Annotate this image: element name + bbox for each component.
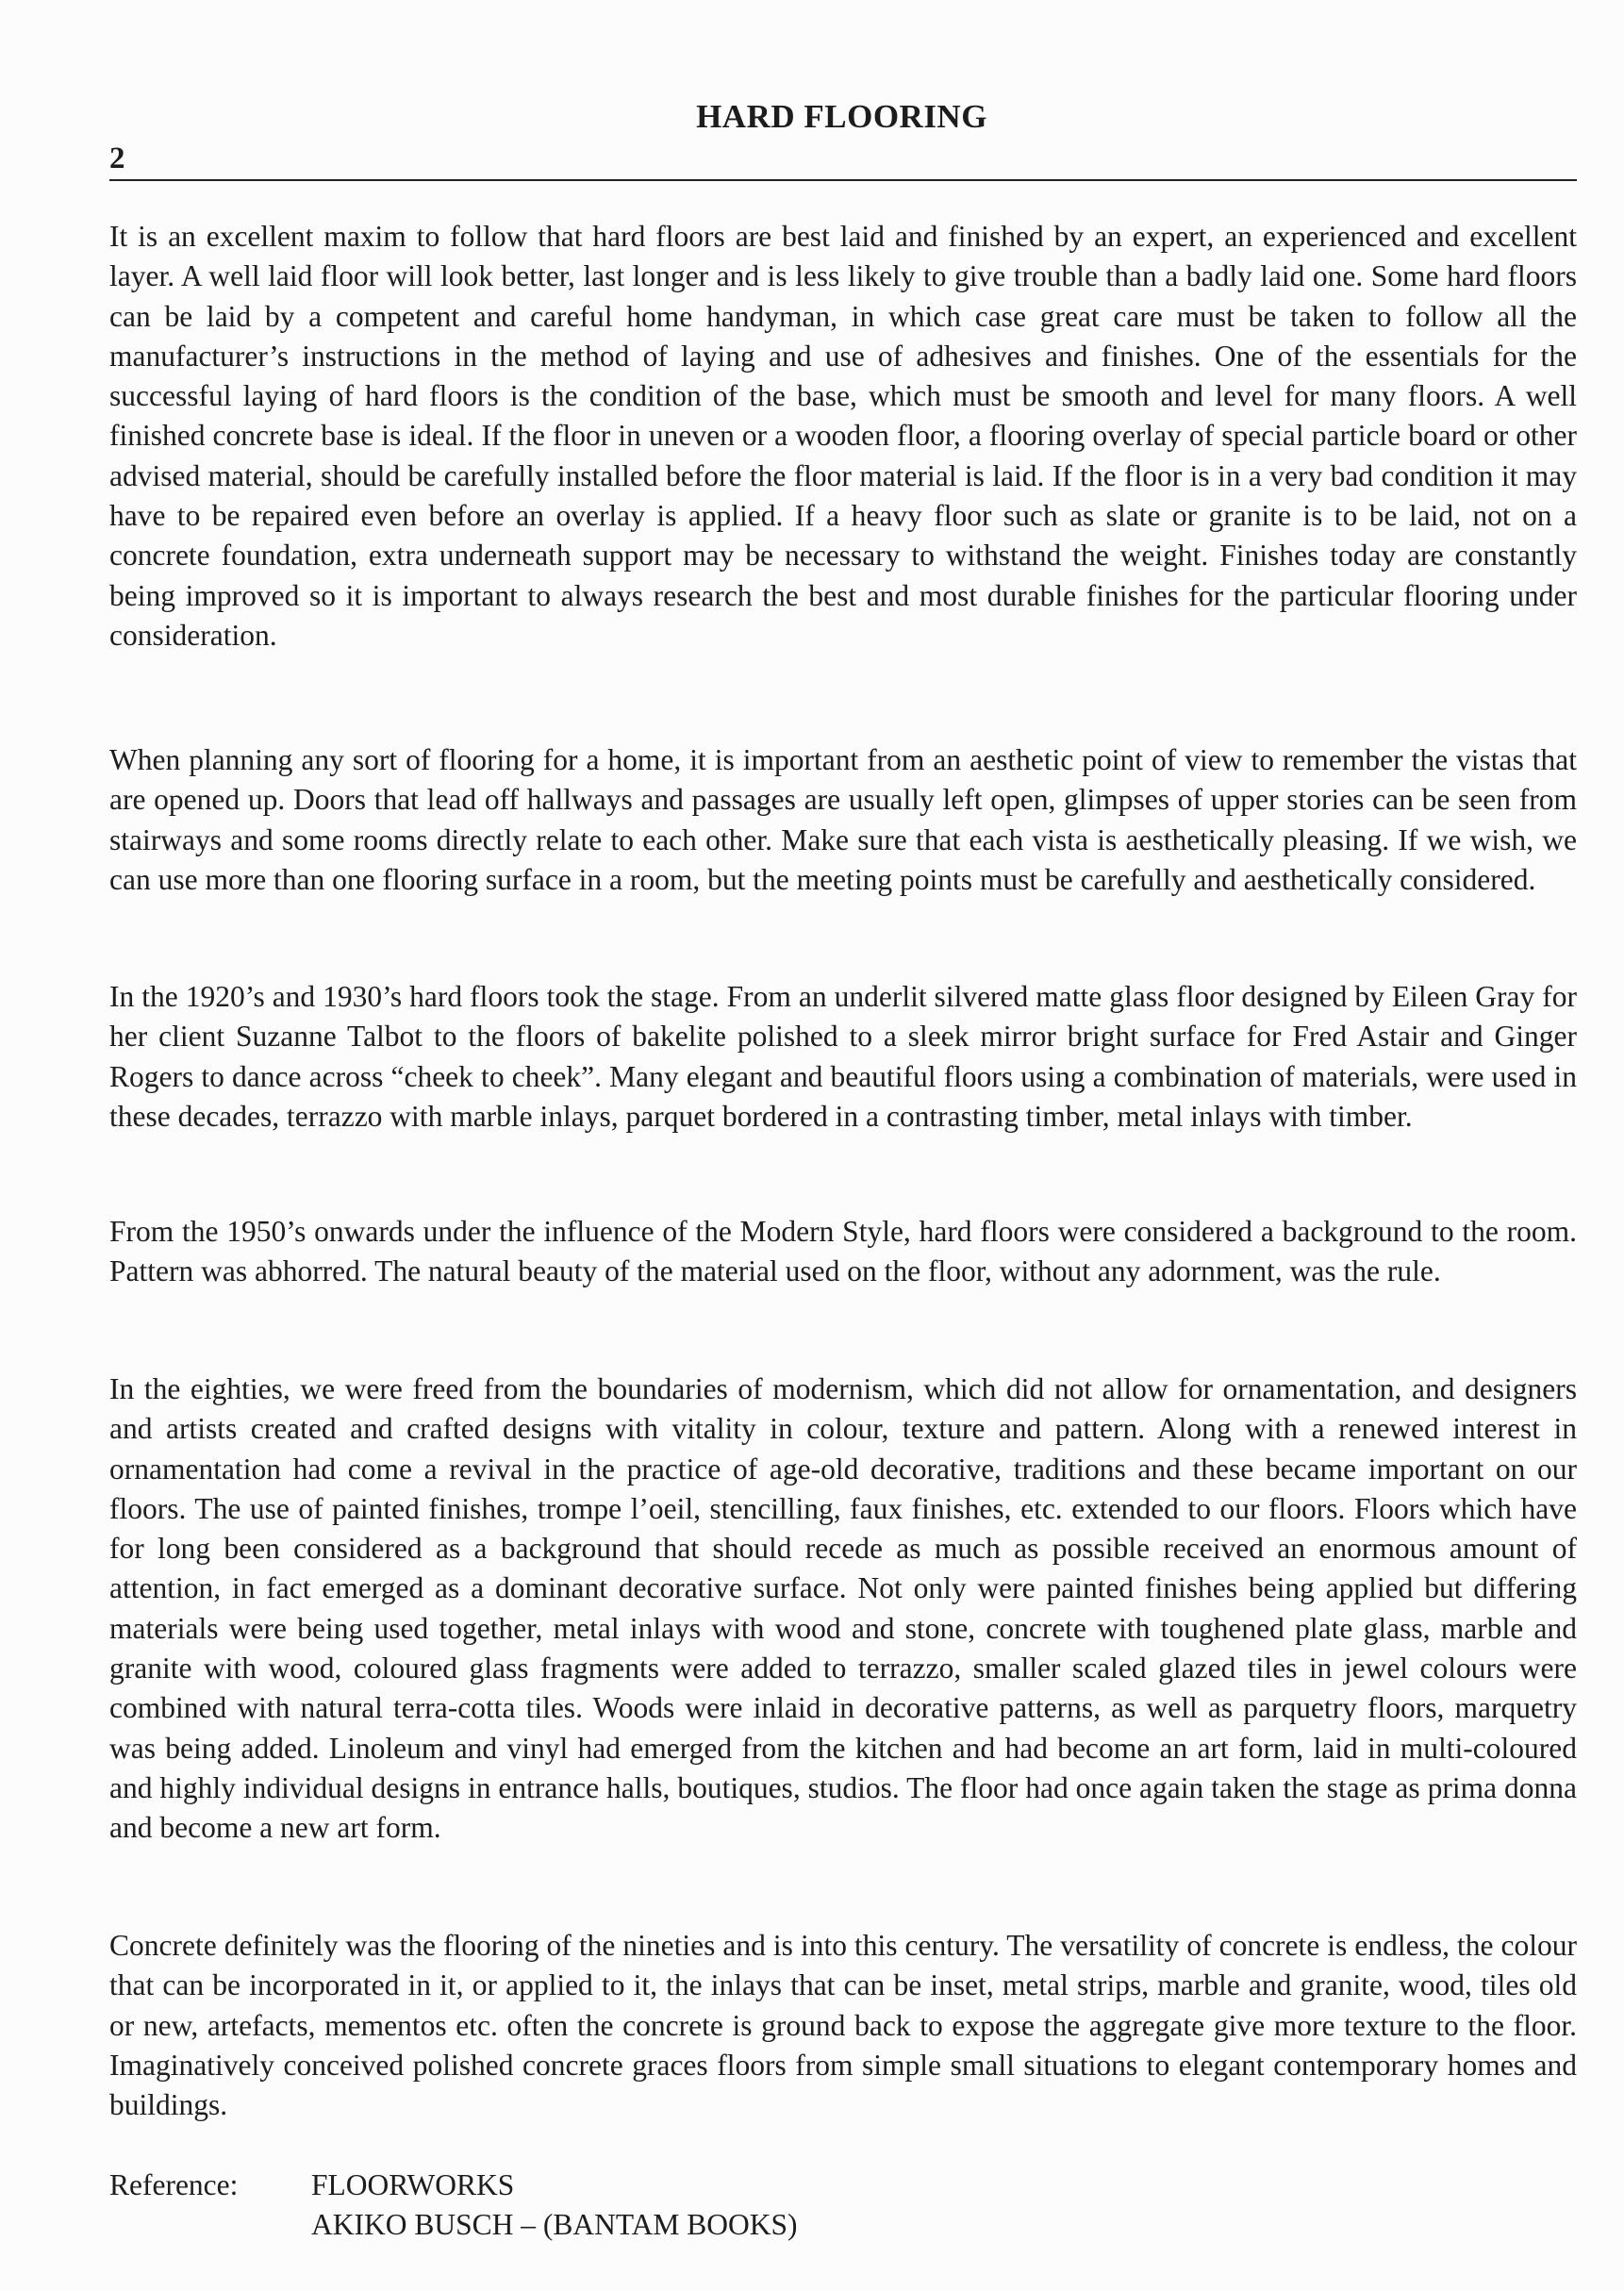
reference-lines <box>311 2166 798 2245</box>
header-rule <box>109 179 1577 181</box>
paragraph-3: In the 1920’s and 1930’s hard floors took the stage. From an underlit silvered matte glass floor designed by Eileen Gray for her client Suzanne Talbot to the floors of bakelite polished to a sleek mirror bright surface for Fred Astair and Ginger Rogers to dance across “cheek to cheek”. Many elegant and beautiful floors using a combination of materials, were used in these decades, terrazzo with marble inlays, parquet bordered in a contrasting timber, metal inlays with timber. <box>109 980 1577 1133</box>
page-title: HARD FLOORING <box>696 98 987 135</box>
reference-line-1: FLOORWORKS <box>311 2168 515 2201</box>
paragraph-2: When planning any sort of flooring for a home, it is important from an aesthetic point of view to remember the vistas that are opened up. Doors that lead off hallways and passages are usually left open, glimpses of upper stories can be seen from stairways and some rooms directly relate to each other. Make sure that each vista is aesthetically pleasing. If we wish, we can use more than one flooring surface in a room, but the meeting points must be carefully and aesthetically considered. <box>109 743 1577 896</box>
paragraph-1: It is an excellent maxim to follow that hard floors are best laid and finished by an expert, an experienced and excellent layer. A well laid floor will look better, last longer and is less likely to give trouble than a badly laid one. Some hard floors can be laid by a competent and careful home handyman, in which case great care must be taken to follow all the manufacturer’s instructions in the method of laying and use of adhesives and finishes. One of the essentials for the successful laying of hard floors is the condition of the base, which must be smooth and level for many floors. A well finished concrete base is ideal. If the floor in uneven or a wooden floor, a flooring overlay of special particle board or other advised material, should be carefully installed before the floor material is laid. If the floor is in a very bad condition it may have to be repaired even before an overlay is applied. If a heavy floor such as slate or granite is to be laid, not on a concrete foundation, extra underneath support may be necessary to withstand the weight. Finishes today are constantly being improved so it is important to always research the best and most durable finishes for the particular flooring under consideration. <box>109 220 1577 652</box>
paragraph-6: Concrete definitely was the flooring of the nineties and is into this century. The versatility of concrete is endless, the colour that can be incorporated in it, or applied to it, the inlays that can be inset, metal strips, marble and granite, wood, tiles old or new, artefacts, mementos etc. often the concrete is ground back to expose the aggregate give more texture to the floor. Imaginatively conceived polished concrete graces floors from simple small situations to elegant contemporary homes and buildings. <box>109 1929 1577 2122</box>
page-number: 2 <box>109 141 125 175</box>
paragraph-4: From the 1950’s onwards under the influence of the Modern Style, hard floors were considered a background to the room. Pattern was abhorred. The natural beauty of the material used on the floor, without any adornment, was the rule. <box>109 1215 1577 1288</box>
reference-line-2: AKIKO BUSCH – (BANTAM BOOKS) <box>311 2208 798 2241</box>
reference-label: Reference: <box>109 2168 239 2201</box>
paragraph-5: In the eighties, we were freed from the boundaries of modernism, which did not allow for ornamentation, and designers and artists created and crafted designs with vitality in colour, texture and pattern. Along with a renewed interest in ornamentation had come a revival in the practice of age-old decorative, traditions and these became important on our floors. The use of painted finishes, trompe l’oeil, stencilling, faux finishes, etc. extended to our floors. Floors which have for long been considered as a background that should recede as much as possible received an enormous amount of attention, in fact emerged as a dominant decorative surface. Not only were painted finishes being applied but differing materials were being used together, metal inlays with wood and stone, concrete with toughened plate glass, marble and granite with wood, coloured glass fragments were added to terrazzo, smaller scaled glazed tiles in jewel colours were combined with natural terra-cotta tiles. Woods were inlaid in decorative patterns, as well as parquetry floors, marquetry was being added. Linoleum and vinyl had emerged from the kitchen and had become an art form, laid in multi-coloured and highly individual designs in entrance halls, boutiques, studios. The floor had once again taken the stage as prima donna and become a new art form. <box>109 1372 1577 1845</box>
